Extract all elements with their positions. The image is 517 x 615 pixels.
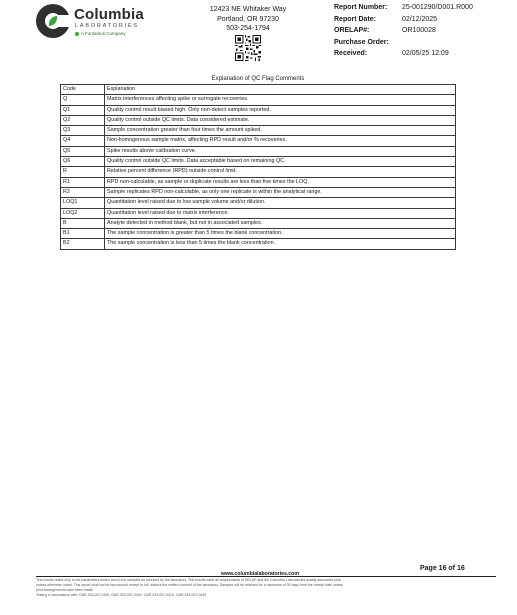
report-meta (334, 4, 514, 62)
website-link[interactable]: www.columbialaboratories.com (221, 571, 299, 577)
qr-code-icon (235, 35, 261, 61)
qc-code-cell: R2 (61, 187, 105, 197)
qc-explanation-cell: Quantitation level raised due to matrix interference. (105, 208, 456, 218)
qc-explanation-cell: The sample concentration is less than 5 times the blank concentration. (105, 239, 456, 249)
received-value: 02/05/25 12:09 (402, 50, 449, 57)
received-label: Received: (334, 50, 368, 57)
qc-table-body (61, 95, 456, 249)
orelap-value: OR100028 (402, 27, 436, 34)
qc-code-cell: R1 (61, 177, 105, 187)
disclaimer-line: unless otherwise noted. This report shall not be reproduced except in full, without the written consent of the laboratory. Samples will be retained for a maximum of 30 days from the receipt date unless (36, 583, 344, 587)
purchase-order-row (334, 39, 514, 51)
logo-name: Columbia (74, 6, 144, 23)
table-header-row (61, 85, 456, 95)
column-header-code: Code (61, 85, 105, 95)
qc-explanation-cell: Matrix interferences affecting spike or surrogate recoveries. (105, 95, 456, 105)
qc-explanation-cell: Relative percent difference (RPD) outside control limit. (105, 167, 456, 177)
qc-code-cell: B1 (61, 229, 105, 239)
table-row (61, 95, 456, 105)
footer-disclaimer (36, 578, 496, 598)
qc-explanation-cell: Quality control outside QC limits. Data acceptable based on remaining QC. (105, 157, 456, 167)
qc-code-cell: Q2 (61, 115, 105, 125)
table-row (61, 229, 456, 239)
qc-code-cell: B2 (61, 239, 105, 249)
qc-code-cell: LOQ2 (61, 208, 105, 218)
footer-divider (36, 576, 496, 577)
logo-tagline: A Fontamus Company (75, 31, 126, 36)
report-number-value: 25-001290/D001.R000 (402, 4, 473, 11)
orelap-label: ORELAP#: (334, 27, 370, 34)
table-row (61, 218, 456, 228)
table-row (61, 167, 456, 177)
table-row (61, 115, 456, 125)
report-date-value: 02/12/2025 (402, 15, 438, 23)
report-number-label: Report Number: (334, 4, 388, 11)
logo-mark-icon (36, 4, 70, 38)
qc-explanation-cell: Analyte detected in method blank, but not in associated samples. (105, 218, 456, 228)
disclaimer-line: Test results relate only to the parameters tested and to the samples as received by the laboratory. Test results meet all requirements of NELAP and the Columbia Laboratories quality assurance plan (36, 578, 342, 582)
page-number: Page 16 of 16 (420, 565, 465, 572)
received-row (334, 50, 514, 62)
table-row (61, 198, 456, 208)
qc-code-cell: LOQ1 (61, 198, 105, 208)
table-row (61, 105, 456, 115)
table-row (61, 126, 456, 136)
report-date-row (334, 16, 514, 28)
qc-explanation-cell: Sample replicates RPD non-calculable, as only one replicate is within the analytical range. (105, 187, 456, 197)
company-logo (36, 4, 156, 40)
table-row (61, 146, 456, 156)
purchase-order-label: Purchase Order: (334, 38, 389, 46)
qc-explanation-cell: Sample concentration greater than four times the amount spiked. (105, 126, 456, 136)
qc-table-title: Explanation of QC Flag Comments (211, 76, 305, 82)
qc-explanation-cell: RPD non-calculable, as sample or duplicate results are less than five times the LOQ. (105, 177, 456, 187)
address-phone: 503-254-1794 (226, 25, 270, 32)
qc-explanation-cell: The sample concentration is greater than 5 times the blank concentration. (105, 229, 456, 239)
address-city: Portland, OR 97230 (217, 15, 279, 23)
column-header-explanation: Explanation (105, 85, 456, 95)
qc-code-cell: Q5 (61, 146, 105, 156)
qc-code-cell: Q4 (61, 136, 105, 146)
table-row (61, 136, 456, 146)
qc-explanation-cell: Non-homogenous sample matrix, affecting RPD result and/or % recoveries. (105, 136, 456, 146)
report-date-label: Report Date: (334, 15, 377, 23)
qc-explanation-cell: Quality control result biased high. Only non-detect samples reported. (105, 105, 456, 115)
qc-code-cell: B (61, 218, 105, 228)
logo-subtitle: LABORATORIES (75, 23, 139, 29)
table-row (61, 239, 456, 249)
disclaimer-line: prior arrangements have been made. (36, 588, 94, 592)
leaf-dot-icon (75, 32, 79, 36)
table-row (61, 208, 456, 218)
qc-code-cell: R (61, 167, 105, 177)
address-street: 12423 NE Whitaker Way (209, 6, 287, 13)
qc-explanation-cell: Spike results above calibration curve. (105, 146, 456, 156)
qc-explanation-cell: Quantitation level raised due to low sample volume and/or dilution. (105, 198, 456, 208)
lab-address (190, 5, 306, 34)
orelap-row (334, 27, 514, 39)
table-row (61, 187, 456, 197)
qc-code-cell: Q3 (61, 126, 105, 136)
qc-flag-table (60, 84, 456, 250)
table-row (61, 177, 456, 187)
report-number-row (334, 4, 514, 16)
table-row (61, 157, 456, 167)
disclaimer-line: Testing in accordance with: OAR 333-007-0300, OAR 333-007-0400, OAR 333-007-0410, OAR 333-007-0430 (36, 593, 207, 597)
qc-code-cell: Q (61, 95, 105, 105)
qc-code-cell: Q1 (61, 105, 105, 115)
qc-explanation-cell: Quality control outside QC limits. Data considered estimate. (105, 115, 456, 125)
qc-code-cell: Q6 (61, 157, 105, 167)
